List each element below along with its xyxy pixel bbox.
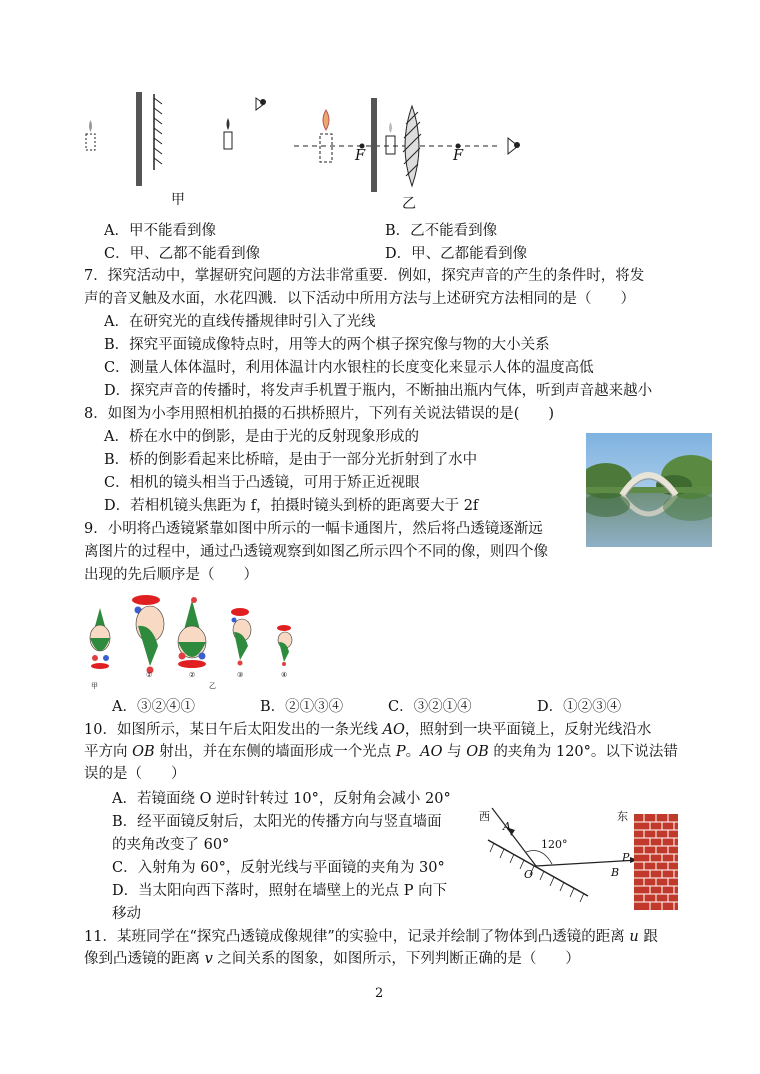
- q7-option-b: B．探究平面镜成像特点时，用等大的两个棋子探究像与物的大小关系: [104, 337, 550, 353]
- fig-yi-label: 乙: [402, 196, 416, 212]
- q6-figure: [80, 88, 540, 218]
- q8-stem: 8．如图为小李用照相机拍摄的石拱桥照片，下列有关说法错误的是( ): [84, 406, 555, 422]
- q7-option-c: C．测量人体体温时，利用体温计内水银柱的长度变化来显示人体的温度高低: [104, 360, 594, 376]
- q9-stem-line1: 9．小明将凸透镜紧靠如图中所示的一幅卡通图片，然后将凸透镜逐渐远: [84, 521, 543, 537]
- q6-option-b: B．乙不能看到像: [385, 223, 498, 239]
- cartoon-label-4: ④: [281, 671, 288, 679]
- q10-label-east: 东: [617, 810, 628, 823]
- cartoon-label-2: ②: [189, 671, 196, 679]
- q8-option-d: D．若相机镜头焦距为 f，拍摄时镜头到桥的距离要大于 2f: [104, 498, 479, 514]
- q7-option-a: A．在研究光的直线传播规律时引入了光线: [104, 314, 376, 330]
- cartoon-label-jia: 甲: [91, 682, 98, 690]
- cartoon-jia: [90, 608, 110, 669]
- cartoon-label-1: ①: [146, 671, 153, 679]
- q10-option-c: C．入射角为 60°，反射光线与平面镜的夹角为 30°: [112, 860, 445, 876]
- focus-label-2: F: [453, 148, 464, 164]
- q10-label-p: P: [622, 851, 630, 864]
- cartoon-2: [132, 595, 164, 674]
- bridge-photo: [586, 433, 712, 547]
- q9-option-d: D．①②③④: [537, 699, 622, 715]
- cartoon-4: [277, 625, 292, 666]
- cartoon-3: [231, 608, 251, 666]
- q7-stem-line1: 7．探究活动中，掌握研究问题的方法非常重要．例如，探究声音的产生的条件时，将发: [84, 268, 645, 284]
- q8-option-a: A．桥在水中的倒影，是由于光的反射现象形成的: [104, 429, 419, 445]
- q9-option-a: A．③②④①: [112, 699, 195, 715]
- q8-option-b: B．桥的倒影看起来比桥暗，是由于一部分光折射到了水中: [104, 452, 478, 468]
- q10-label-o: O: [524, 868, 534, 881]
- q6-option-a: A．甲不能看到像: [104, 223, 216, 239]
- q10-option-d-line1: D．当太阳向西下落时，照射在墙壁上的光点 P 向下: [112, 883, 448, 899]
- q10-label-a: A: [503, 820, 511, 833]
- focus-label-1: F: [355, 148, 366, 164]
- q7-option-d: D．探究声音的传播时，将发声手机置于瓶内，不断抽出瓶内气体，听到声音越来越小: [104, 383, 653, 399]
- q9-option-c: C．③②①④: [388, 699, 472, 715]
- q10-option-d-line2: 移动: [112, 906, 141, 922]
- q10-stem: 10．如图所示，某日午后太阳发出的一条光线 AO，照射到一块平面镜上，反射光线沿水 平方向 OB 射出，并在东侧的墙面形成一个光点 P。AO 与 OB 的夹角为 120°。以下说法错 误的是（ ）: [84, 722, 678, 782]
- q10-reflection-figure: [476, 800, 686, 912]
- q10-label-west: 西: [479, 810, 490, 823]
- q9-stem-line2: 离图片的过程中，通过凸透镜观察到如图乙所示四个不同的像，则四个像: [84, 544, 548, 560]
- q11-stem: 11．某班同学在“探究凸透镜成像规律”的实验中，记录并绘制了物体到凸透镜的距离 u 跟 像到凸透镜的距离 v 之间关系的图象，如图所示，下列判断正确的是（ ）: [84, 929, 658, 967]
- fig-jia-label: 甲: [171, 192, 185, 208]
- q6-option-d: D．甲、乙都能看到像: [385, 246, 528, 262]
- cartoon-label-3: ③: [237, 671, 244, 679]
- fig-jia: [86, 92, 266, 186]
- q6-option-c: C．甲、乙都不能看到像: [104, 246, 261, 262]
- q10-label-angle: 120°: [541, 838, 568, 851]
- q10-option-b-line1: B．经平面镜反射后，太阳光的传播方向与竖直墙面: [112, 814, 442, 830]
- q10-option-b-line2: 的夹角改变了 60°: [112, 837, 230, 853]
- page-number: 2: [375, 986, 384, 1001]
- q10-option-a: A．若镜面绕 O 逆时针转过 10°，反射角会减小 20°: [112, 791, 451, 807]
- q9-stem-line3: 出现的先后顺序是（ ）: [84, 567, 258, 583]
- q8-option-c: C．相机的镜头相当于凸透镜，可用于矫正近视眼: [104, 475, 420, 491]
- cartoon-1: [178, 597, 206, 668]
- fig-yi: [294, 98, 520, 192]
- q7-stem-line2: 声的音叉触及水面，水花四溅．以下活动中所用方法与上述研究方法相同的是（ ）: [84, 291, 635, 307]
- cartoon-label-yi: 乙: [209, 682, 216, 690]
- q10-label-b: B: [611, 866, 620, 879]
- q9-option-b: B．②①③④: [260, 699, 344, 715]
